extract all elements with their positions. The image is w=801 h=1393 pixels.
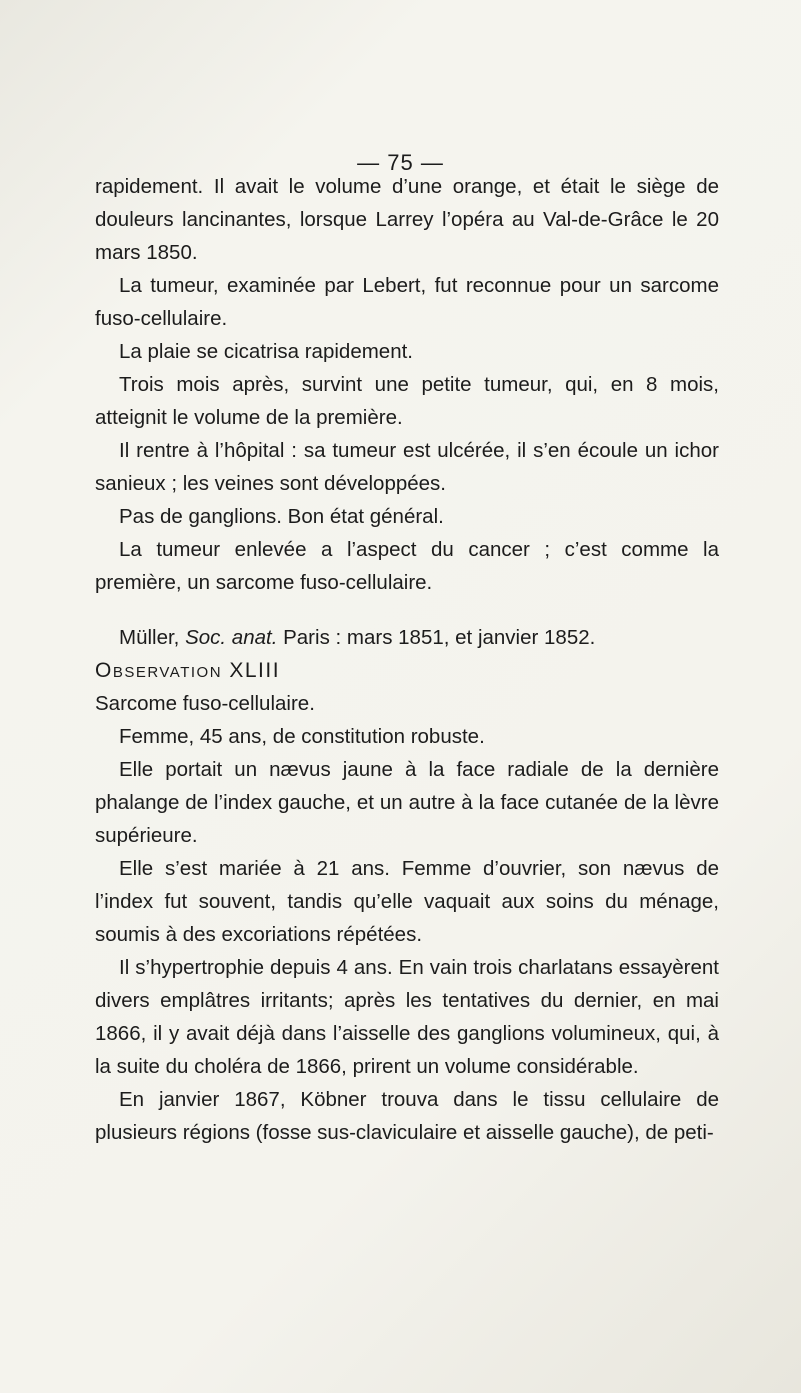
- paragraph-4: Trois mois après, survint une petite tumeur, qui, en 8 mois, atteignit le volume de la première.: [95, 373, 719, 429]
- paragraph-11: Il s’hypertrophie depuis 4 ans. En vain trois charlatans essayèrent divers emplâtres irritants; après les tentatives du dernier, en mai 1866, il y avait déjà dans l’aisselle des ganglions volumineux, qui, à la suite du choléra de 1866, prirent un volume considérable.: [95, 956, 719, 1078]
- paragraph-3: La plaie se cicatrisa rapidement.: [119, 340, 413, 363]
- reference-author: Müller,: [119, 626, 180, 649]
- paragraph-2: La tumeur, examinée par Lebert, fut reconnue pour un sarcome fuso-cellulaire.: [95, 274, 719, 330]
- reference-citation: [95, 621, 719, 654]
- paragraph-12: En janvier 1867, Köbner trouva dans le tissu cellulaire de plusieurs régions (fosse sus-claviculaire et aisselle gauche), de peti-: [95, 1088, 719, 1144]
- page-number: — 75 —: [357, 150, 444, 175]
- body-text: [95, 170, 719, 1149]
- paragraph-1: rapidement. Il avait le volume d’une orange, et était le siège de douleurs lancinantes, lorsque Larrey l’opéra au Val-de-Grâce le 20 mars 1850.: [95, 175, 719, 264]
- paragraph-10: Elle s’est mariée à 21 ans. Femme d’ouvrier, son nævus de l’index fut souvent, tandis qu’elle vaquait aux soins du ménage, soumis à des excoriations répétées.: [95, 857, 719, 946]
- paragraph-7: La tumeur enlevée a l’aspect du cancer ; c’est comme la première, un sarcome fuso-cellulaire.: [95, 538, 719, 594]
- paragraph-5: Il rentre à l’hôpital : sa tumeur est ulcérée, il s’en écoule un ichor sanieux ; les veines sont développées.: [95, 439, 719, 495]
- reference-journal: Soc. anat.: [185, 626, 278, 649]
- paragraph-6: Pas de ganglions. Bon état général.: [119, 505, 444, 528]
- observation-subtitle: Sarcome fuso-cellulaire.: [95, 692, 315, 715]
- paragraph-8: Femme, 45 ans, de constitution robuste.: [119, 725, 485, 748]
- reference-details: Paris : mars 1851, et janvier 1852.: [283, 626, 596, 649]
- observation-title: Observation XLIII: [95, 659, 281, 682]
- paragraph-9: Elle portait un nævus jaune à la face radiale de la dernière phalange de l’index gauche, et un autre à la face cutanée de la lèvre supérieure.: [95, 758, 719, 847]
